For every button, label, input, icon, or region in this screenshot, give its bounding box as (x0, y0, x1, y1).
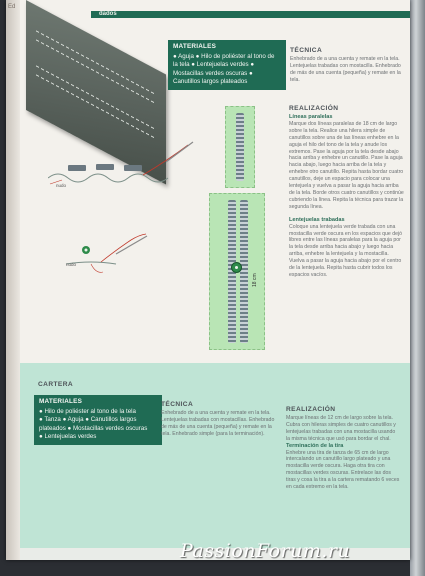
bottom-materials-title: MATERIALES (39, 398, 83, 405)
parallel-lines-subtitle: Líneas paralelas (289, 114, 333, 120)
bottom-tecnica-text: Enhebrado de a una cuenta y remate en la tela. Lentejuelas trabadas con mostacillas. Enhebrado de más de una cuenta (pequeña) y remate en la tela. Enhebrado simple (para la terminación). (161, 410, 275, 437)
header-section-label: dados (99, 11, 117, 17)
bottom-materials-line: ● Tanza ● Aguja ● Canutillos largos (39, 416, 137, 423)
bottom-materials-line: ● Lentejuelas verdes (39, 433, 97, 440)
bottom-realizacion-block (286, 415, 400, 491)
bottom-materials-line: ● Hilo de poliéster al tono de la tela (39, 407, 136, 415)
bead-column-right (240, 200, 248, 343)
top-materials-line: ● Aguja ● Hilo de poliéster al tono de (173, 52, 275, 60)
stitch-diagram-1 (48, 140, 198, 195)
short-bead-strip (225, 106, 255, 188)
measure-label: 18 cm (252, 273, 258, 287)
page-number: Ed (8, 4, 16, 10)
sequins-text: Coloque una lentejuela verde trabada con una mostacilla verde oscura en los espacios que dejó libres entre las líneas paralelas para la aguja por la tela desde arriba hacia abajo y luego hacia arriba, enhebre la lentejuela y la mostacilla. Vuelva a pasar la aguja hacia abajo por el centro de la lentejuela. Repita hasta cubrir todos los espacios vacíos. (289, 223, 403, 278)
sequins-subtitle: Lentejuelas trabadas (289, 216, 345, 223)
stitch-diagram-2 (61, 232, 151, 282)
top-materials-title: MATERIALES (173, 43, 217, 50)
top-tecnica-title: TÉCNICA (290, 47, 323, 54)
diagram2-label: nudo (66, 262, 77, 267)
top-materials-line: Mostacillas verdes oscuras ● (173, 69, 253, 77)
tira-text: Enhebre una tira de tanza de 65 cm de largo intercalando un canutillo largo plateado y una mostacilla verde oscura. Haga otra tira con mostacillas verdes oscuras. Entrelace las dos tiras y cosa la tira a la cartera rematando 6 veces en cada extremo en la tela. (286, 449, 400, 491)
watermark: PassionForum.ru (180, 540, 351, 562)
top-materials-line: la tela ● Lentejuelas verdes ● (173, 61, 255, 68)
top-materials-line: Canutillos largos plateados (173, 78, 248, 85)
header-bar (91, 11, 410, 18)
parallel-lines-text: Marque dos líneas paralelas de 18 cm de largo sobre la tela. Realice una hilera simple de canutillos sobre una de las líneas enhebre en la aguja el hilo del tono de la tela y anude los extremos. Pase la aguja por la tela desde abajo hacia arriba y enhebre un canutillo. Pase la aguja hacia abajo, luego hacia arriba de la tela y enhebre otro canutillo. Repita hasta bordar cuatro canutillos, deje un espacio para colocar una lentejuela y vuelva a pasar la aguja hacia arriba de la tela. Borde otros cuatro canutillos y continúe cubriendo la línea. Repita la técnica para trazar la segunda línea. (289, 120, 404, 210)
bottom-materials-box (34, 395, 162, 445)
top-materials-box (168, 40, 286, 90)
diagram1-label: nudo (56, 183, 67, 188)
bead-column (236, 113, 244, 181)
long-bead-strip (209, 193, 265, 350)
bottom-realizacion-text: Marque líneas de 12 cm de largo sobre la tela. Cubra con hileras simples de cuatro canutillos y lentejuelas trabadas con una mostacilla usando la misma técnica que usó para bordar el chal. (286, 415, 396, 442)
bottom-tecnica-title: TÉCNICA (161, 401, 194, 408)
top-realizacion-title: REALIZACIÓN (289, 105, 339, 112)
ribbon-stitch-line (36, 39, 154, 103)
bottom-materials-line: plateados ● Mostacillas verdes oscuras (39, 424, 148, 432)
page-edge-stripes (410, 0, 425, 576)
cartera-title: CARTERA (38, 381, 74, 388)
magazine-page (6, 0, 410, 560)
bottom-realizacion-title: REALIZACIÓN (286, 406, 336, 413)
top-realizacion-block (289, 114, 404, 279)
sequin-dot (231, 262, 242, 273)
cartera-section (20, 363, 410, 548)
ribbon-stitch-line (36, 65, 154, 129)
top-tecnica-text: Enhebrado de a una cuenta y remate en la tela. Lentejuelas trabadas con mostacilla. Enhebrado de más de una cuenta (pequeña) y remate en la tela. (290, 56, 401, 83)
page-spine (6, 0, 20, 560)
tira-subtitle: Terminación de la tira (286, 442, 344, 449)
